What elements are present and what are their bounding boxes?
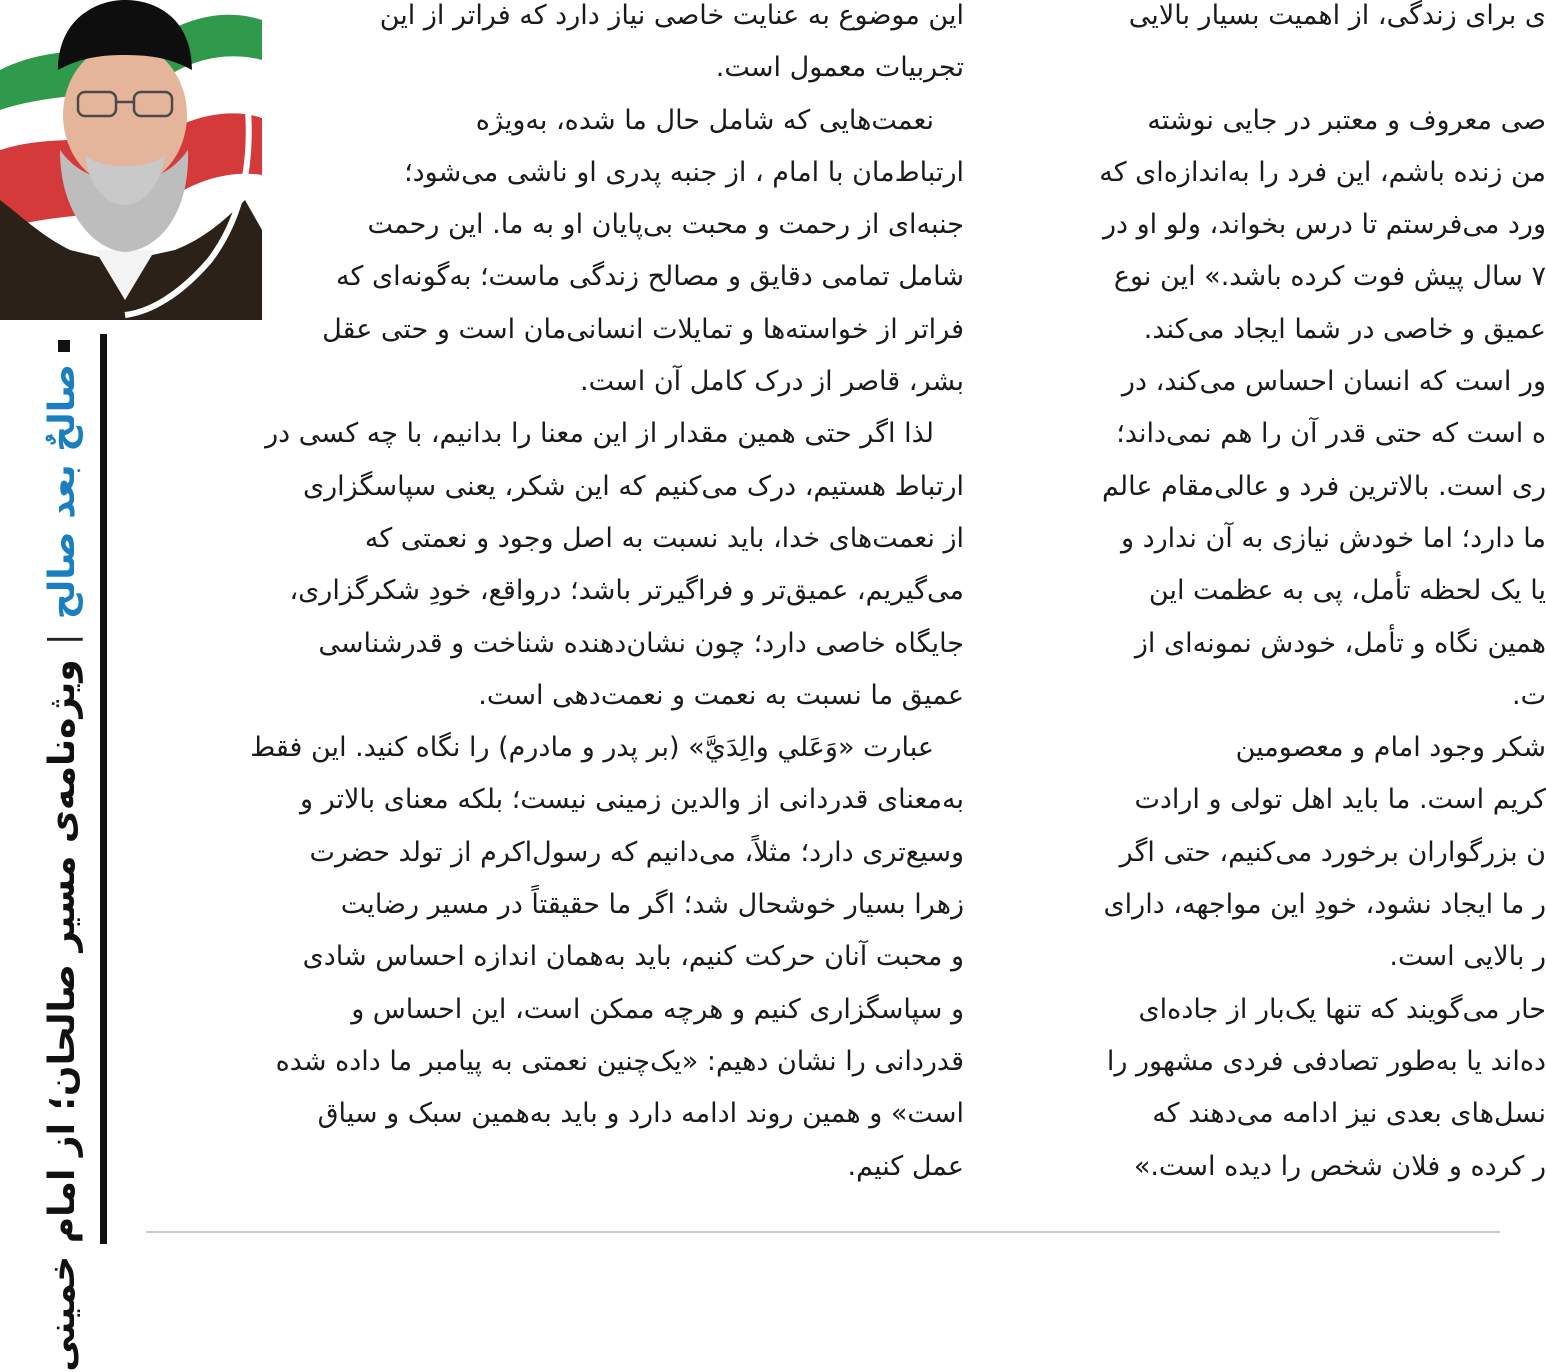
square-bullet-icon: [58, 340, 70, 352]
text-line: ما دارد؛ اما خودش نیازی به آن ندارد و: [1121, 522, 1546, 554]
text-line: صی معروف و معتبر در جایی نوشته: [1147, 104, 1546, 136]
text-line: تجربیات معمول است.: [715, 52, 964, 84]
text-line: جایگاه خاصی دارد؛ چون نشان‌دهنده شناخت و قدرشناسی: [318, 627, 964, 659]
text-line: ورد می‌فرستم تا درس بخواند، ولو او در: [1102, 209, 1546, 241]
main-text-column: [158, 0, 964, 1193]
text-line: این موضوع به عنایت خاصی نیاز دارد که فراتر از این: [379, 0, 964, 31]
text-line: است» و همین روند ادامه دارد و باید به‌همین سبک و سیاق: [317, 1098, 964, 1130]
text-line: یا یک لحظه تأمل، پی به عظمت این: [1148, 575, 1546, 607]
text-line: ده‌اند یا به‌طور تصادفی فردی مشهور را: [1106, 1045, 1546, 1077]
text-line: شامل تمامی دقایق و مصالح زندگی ماست؛ به‌گونه‌ای که: [336, 261, 964, 293]
side-vertical-rule: [100, 334, 107, 1244]
text-line: از نعمت‌های خدا، باید نسبت به اصل وجود و نعمتی که: [364, 522, 964, 554]
text-line: می‌گیریم، عمیق‌تر و فراگیرتر باشد؛ درواقع، خودِ شکرگزاری،: [289, 575, 964, 607]
text-line: قدردانی را نشان دهیم: «یک‌چنین نعمتی به پیامبر ما داده شده: [275, 1045, 964, 1077]
text-line: همین نگاه و تأمل، خودش نمونه‌ای از: [1134, 627, 1546, 659]
text-line: ر بالایی است.: [1389, 941, 1546, 973]
text-line: فراتر از خواسته‌ها و تمایلات انسانی‌مان است و حتی عقل: [322, 313, 964, 345]
text-line: ری است. بالاترین فرد و عالی‌مقام عالم: [1101, 470, 1546, 502]
text-line: عمل کنیم.: [847, 1150, 964, 1182]
text-line: کریم است. ما باید اهل تولی و ارادت: [1134, 784, 1546, 816]
title-separator: |: [42, 633, 83, 646]
text-line: ارتباط‌مان با امام ، از جنبه پدری او ناشی می‌شود؛: [404, 156, 964, 188]
text-line: و محبت آنان حرکت کنیم، باید به‌همان اندازه احساس شادی: [302, 941, 964, 973]
text-line: عمیق ما نسبت به نعمت و نعمت‌دهی است.: [478, 679, 964, 711]
text-line: ه است که حتی قدر آن را هم نمی‌داند؛: [1116, 418, 1546, 450]
text-line: نسل‌های بعدی نیز ادامه می‌دهند که: [1152, 1098, 1546, 1130]
text-line: ارتباط هستیم، درک می‌کنیم که این شکر، یعنی سپاسگزاری: [302, 470, 964, 502]
text-line: عمیق و خاصی در شما ایجاد می‌کند.: [1143, 313, 1546, 345]
text-line: ۷ سال پیش فوت کرده باشد.» این نوع: [1113, 261, 1546, 293]
article-title: ویژه‌نامه‌ی مسیر صالحان؛ از امام خمینی: [42, 659, 83, 1372]
text-line: حار می‌گویند که تنها یک‌بار از جاده‌ای: [1138, 993, 1546, 1025]
text-line: عبارت «وَعَلي والِدَيَّ» (بر پدر و مادرم) را نگاه کنید. این فقط: [250, 732, 934, 764]
text-line: ن بزرگواران برخورد می‌کنیم، حتی اگر: [1119, 836, 1546, 868]
text-line: ت.: [1511, 679, 1546, 711]
text-line: لذا اگر حتی همین مقدار از این معنا را بدانیم، با چه کسی در: [265, 418, 934, 450]
text-line: ور است که انسان احساس می‌کند، در: [1121, 366, 1546, 398]
text-line: جنبه‌ای از رحمت و محبت بی‌پایان او به ما. این رحمت: [367, 209, 964, 241]
right-text-column: [1006, 0, 1546, 1193]
text-line: وسیع‌تری دارد؛ مثلاً، می‌دانیم که رسول‌اکرم از تولد حضرت: [309, 836, 964, 868]
text-line: [1006, 42, 1546, 94]
text-line: من زنده باشم، این فرد را به‌اندازه‌ای که: [1099, 156, 1546, 188]
side-strip: [33, 340, 93, 1372]
text-line: ر کرده و فلان شخص را دیده است.»: [1133, 1150, 1546, 1182]
series-title: صالحٌ بعد صالح: [42, 364, 83, 620]
text-line: ی برای زندگی، از اهمیت بسیار بالایی: [1128, 0, 1546, 31]
text-line: نعمت‌هایی که شامل حال ما شده، به‌ویژه: [475, 104, 934, 136]
text-line: شکر وجود امام و معصومین: [1235, 732, 1546, 764]
bottom-divider: [146, 1231, 1500, 1233]
text-line: ر ما ایجاد نشود، خودِ این مواجهه، دارای: [1103, 889, 1546, 921]
text-line: و سپاسگزاری کنیم و هرچه ممکن است، این احساس و: [351, 993, 964, 1025]
text-line: بشر، قاصر از درک کامل آن است.: [580, 366, 964, 398]
text-line: به‌معنای قدردانی از والدین زمینی نیست؛ بلکه معنای بالاتر و: [299, 784, 964, 816]
side-strip-text: [33, 340, 93, 1372]
text-line: زهرا بسیار خوشحال شد؛ اگر ما حقیقتاً در مسیر رضایت: [340, 889, 964, 921]
